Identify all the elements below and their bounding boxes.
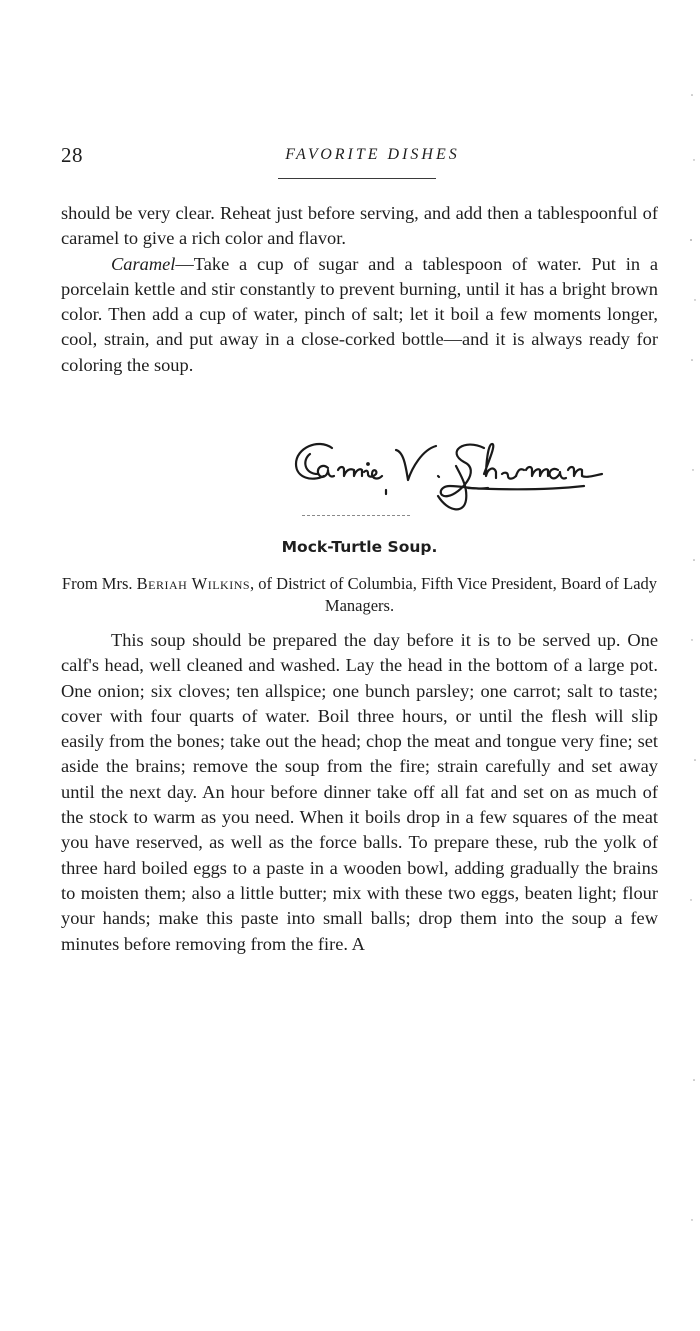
intro-text (61, 201, 658, 378)
recipe-title: Mock-Turtle Soup. (281, 538, 438, 556)
recipe-attribution (61, 573, 658, 617)
intro-paragraph: should be very clear. Reheat just before serving, and add then a tablespoonful of caramel to give a rich color and flavor. (61, 203, 658, 249)
margin-specks (680, 0, 700, 1331)
caramel-text: —Take a cup of sugar and a tablespoon of water. Put in a porcelain kettle and stir constantly to prevent burning, until it has a bright brown color. Then add a cup of water, pinch of salt; let it boil a few moments longer, cool, strain, and put away in a close-corked bottle—and it is always ready for coloring the soup. (61, 253, 658, 375)
section-rule (302, 515, 410, 516)
caramel-paragraph (61, 252, 658, 378)
page-number: 28 (61, 143, 83, 167)
header-rule (278, 178, 436, 179)
attribution-prefix: From Mrs. (61, 574, 133, 593)
handwritten-signature (288, 430, 658, 520)
recipe-body: This soup should be prepared the day before it is to be served up. One calf's head, well cleaned and washed. Lay the head in the bottom of a large pot. One onion; six cloves; ten allspice; one bunch parsley; one carrot; salt to taste; cover with four quarts of water. Boil three hours, or until the flesh will slip easily from the bones; take out the head; chop the meat and tongue very fine; set aside the brains; remove the soup from the fire; strain carefully and set away until the next day. An hour before dinner take off all fat and set on as much of the stock to warm as you need. When it boils drop in a few squares of the meat you have reserved, as well as the force balls. To prepare these, rub the yolk of three hard boiled eggs to a paste in a wooden bowl, adding gradually the brains to moisten them; also a little butter; mix with these two eggs, beaten light; flour your hands; make this paste into small balls; drop them into the soup a few minutes before removing from the fire. A (61, 630, 658, 954)
attribution-suffix: , of District of Columbia, Fifth Vice President, Board of Lady Managers. (250, 574, 658, 615)
running-title: FAVORITE DISHES (285, 146, 460, 163)
caramel-term: Caramel (111, 253, 176, 274)
attribution-name: Beriah Wilkins (136, 574, 251, 593)
recipe-text (61, 628, 658, 957)
